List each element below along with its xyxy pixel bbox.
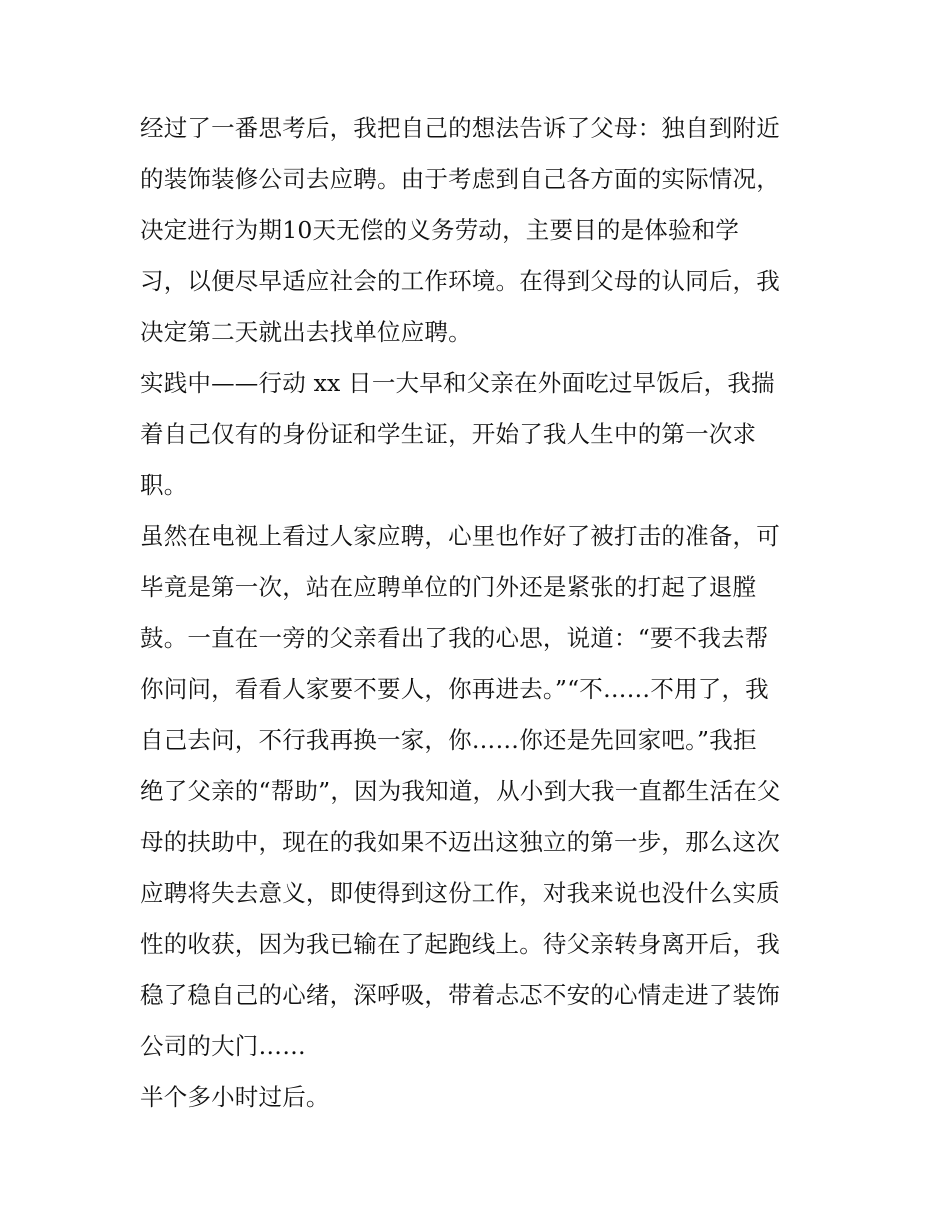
text-line: 决定进行为期10天无偿的义务劳动，主要目的是体验和学 — [140, 216, 740, 244]
text-line: 公司的大门…… — [140, 1032, 306, 1060]
text-line: 性的收获，因为我已输在了起跑线上。待父亲转身离开后，我 — [140, 930, 780, 958]
text-line: 决定第二天就出去找单位应聘。 — [140, 318, 472, 346]
text-line: 稳了稳自己的心绪，深呼吸，带着忐忑不安的心情走进了装饰 — [140, 981, 780, 1009]
body-text — [140, 103, 816, 1123]
text-line: 应聘将失去意义，即使得到这份工作，对我来说也没什么实质 — [140, 879, 780, 907]
text-line: 习，以便尽早适应社会的工作环境。在得到父母的认同后，我 — [140, 267, 780, 295]
text-line: 着自己仅有的身份证和学生证，开始了我人生中的第一次求 — [140, 420, 757, 448]
text-line: 绝了父亲的“帮助”，因为我知道，从小到大我一直都生活在父 — [140, 777, 781, 805]
text-line: 职。 — [140, 471, 188, 499]
text-line: 半个多小时过后。 — [140, 1083, 330, 1111]
text-line: 母的扶助中，现在的我如果不迈出这独立的第一步，那么这次 — [140, 828, 780, 856]
text-line: 实践中——行动 xx 日一大早和父亲在外面吃过早饭后，我揣 — [140, 369, 775, 397]
text-line: 你问问，看看人家要不要人，你再进去。”“不……不用了，我 — [140, 675, 769, 703]
text-line: 鼓。一直在一旁的父亲看出了我的心思，说道：“要不我去帮 — [140, 624, 769, 652]
text-line: 虽然在电视上看过人家应聘，心里也作好了被打击的准备，可 — [140, 522, 780, 550]
text-line: 经过了一番思考后，我把自己的想法告诉了父母：独自到附近 — [140, 114, 780, 142]
text-line: 毕竟是第一次，站在应聘单位的门外还是紧张的打起了退膛 — [140, 573, 757, 601]
text-line: 的装饰装修公司去应聘。由于考虑到自己各方面的实际情况， — [140, 165, 780, 193]
text-line: 自己去问，不行我再换一家，你……你还是先回家吧。”我拒 — [140, 726, 757, 754]
